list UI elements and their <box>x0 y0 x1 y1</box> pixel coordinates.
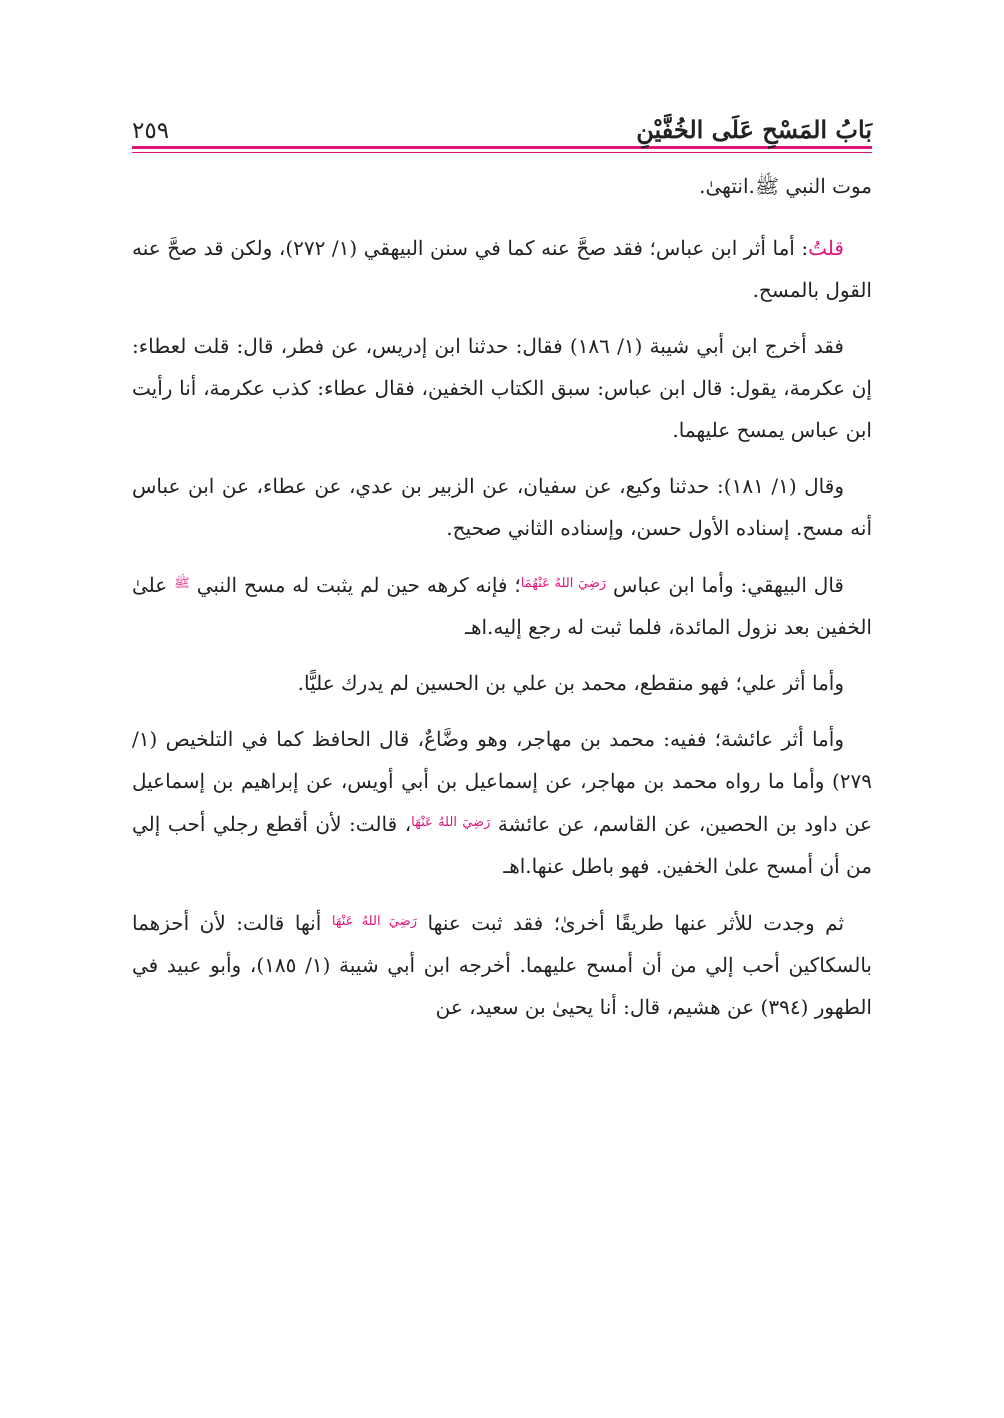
page-number: ٢٥٩ <box>132 118 170 144</box>
paragraph-5: وأما أثر علي؛ فهو منقطع، محمد بن علي بن الحسين لم يدرك عليًّا. <box>297 671 844 695</box>
paragraph-4-text-c: علىٰ الخفين بعد نزول المائدة، فلما ثبت له رجع إليه.اهـ <box>132 573 872 639</box>
paragraph-4-text-a: قال البيهقي: وأما ابن عباس <box>613 573 844 597</box>
paragraph-7 <box>132 901 872 1028</box>
paragraph-2: فقد أخرج ابن أبي شيبة (١/ ١٨٦) فقال: حدثنا ابن إدريس، عن فطر، قال: قلت لعطاء: إن عكرمة، يقول: قال ابن عباس: سبق الكتاب الخفين، فقال عطاء: كذب عكرمة، أنا رأيت ابن عباس يمسح عليهما. <box>132 334 872 442</box>
paragraph-4 <box>132 563 872 648</box>
page-header <box>132 96 872 144</box>
paragraph-0: موت النبي ﷺ.انتهىٰ. <box>699 174 872 198</box>
paragraph-6 <box>132 718 872 887</box>
paragraph-3: وقال (١/ ١٨١): حدثنا وكيع، عن سفيان، عن الزبير بن عدي، عن عطاء، عن ابن عباس أنه مسح. إسناده الأول حسن، وإسناده الثاني صحيح. <box>132 474 872 540</box>
paragraph-1-text: : أما أثر ابن عباس؛ فقد صحَّ عنه كما في سنن البيهقي (١/ ٢٧٢)، ولكن قد صحَّ عنه القول بالمسح. <box>132 236 872 302</box>
paragraph-6-text-a: وأما أثر عائشة؛ ففيه: محمد بن مهاجر، وهو وضَّاعٌ، قال الحافظ كما في التلخيص (١/ ٢٧٩) وأما ما رواه محمد بن مهاجر، عن إسماعيل بن أبي أويس، عن إبراهيم بن إسماعيل عن داود بن الحصين، عن القاسم، عن عائشة <box>132 727 872 836</box>
paragraph-7-text-a: ثم وجدت للأثر عنها طريقًا أخرىٰ؛ فقد ثبت عنها <box>427 911 845 935</box>
qultu-label: قلتُ <box>808 236 844 260</box>
honorific-glyph: رَضِيَ اللهُ عَنْهَا <box>331 914 417 929</box>
paragraph-6-text-b: ، قالت: لأن أقطع رجلي أحب إلي من أن أمسح علىٰ الخفين. فهو باطل عنها.اهـ <box>132 812 872 878</box>
paragraph-7-text-b: أنها قالت: لأن أحزهما بالسكاكين أحب إلي من أن أمسح عليهما. أخرجه ابن أبي شيبة (١/ ١٨٥)، وأبو عبيد في الطهور (٣٩٤) عن هشيم، قال: أنا يحيىٰ بن سعيد، عن <box>132 911 872 1019</box>
header-rule-thick <box>132 146 872 149</box>
paragraph-4-text-b: ؛ فإنه كرهه حين لم يثبت له مسح النبي <box>196 573 521 597</box>
page-body <box>132 165 872 1028</box>
paragraph-1 <box>132 227 872 311</box>
honorific-glyph: ﷺ <box>174 576 190 591</box>
chapter-title: بَابُ المَسْحِ عَلَى الخُفَّيْنِ <box>636 115 872 144</box>
page <box>132 96 872 1042</box>
honorific-glyph: رَضِيَ اللهُ عَنْهُمَا <box>520 576 607 591</box>
header-rule-thin <box>132 152 872 153</box>
honorific-glyph: رَضِيَ اللهُ عَنْهَا <box>411 815 491 830</box>
